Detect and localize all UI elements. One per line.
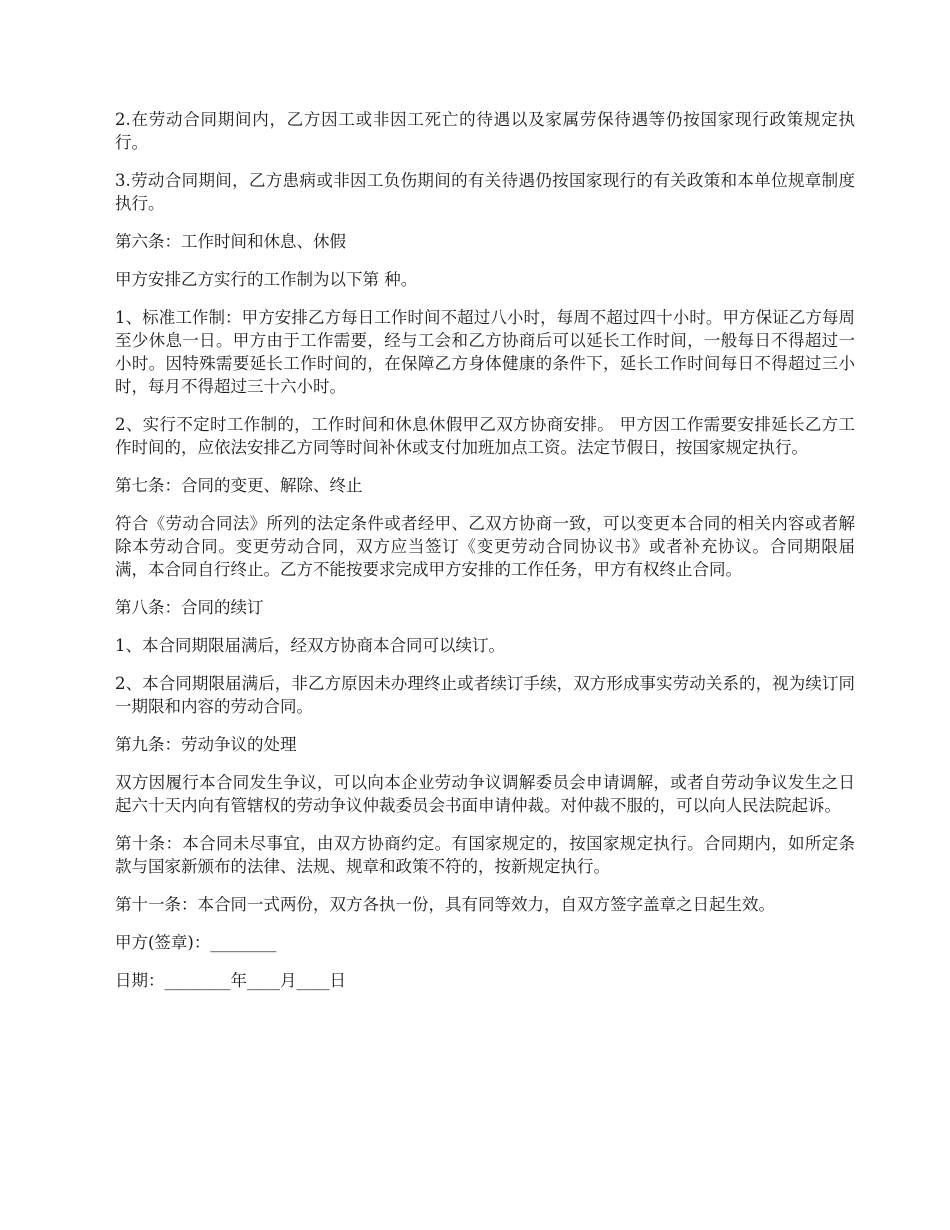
document-page [115, 108, 855, 1007]
paragraph-renewal-2: 2、本合同期限届满后，非乙方原因未办理终止或者续订手续，双方形成事实劳动关系的，视为续订同一期限和内容的劳动合同。 [115, 674, 855, 716]
paragraph-contract-change: 符合《劳动合同法》所列的法定条件或者经甲、乙双方协商一致，可以变更本合同的相关内容或者解除本劳动合同。变更劳动合同，双方应当签订《变更劳动合同协议书》或者补充协议。合同期限届满，本合同自行终止。乙方不能按要求完成甲方安排的工作任务，甲方有权终止合同。 [115, 514, 855, 579]
paragraph-article-11: 第十一条：本合同一式两份，双方各执一份，具有同等效力，自双方签字盖章之日起生效。 [115, 895, 775, 914]
paragraph-work-system: 甲方安排乙方实行的工作制为以下第 种。 [115, 270, 418, 289]
paragraph-dispute-handling: 双方因履行本合同发生争议，可以向本企业劳动争议调解委员会申请调解，或者自劳动争议发生之日起六十天内向有管辖权的劳动争议仲裁委员会书面申请仲裁。对仲裁不服的，可以向人民法院起诉。 [115, 773, 855, 815]
date-line: 日期：________年____月____日 [115, 971, 346, 990]
paragraph-sick-leave-benefits: 3.劳动合同期间，乙方患病或非因工负伤期间的有关待遇仍按国家现行的有关政策和本单位规章制度执行。 [115, 171, 855, 213]
paragraph-flexible-work-system: 2、实行不定时工作制的，工作时间和休息休假甲乙双方协商安排。 甲方因工作需要安排延长乙方工作时间的，应依法安排乙方同等时间补休或支付加班加点工资。法定节假日，按国家规定执行。 [115, 415, 855, 457]
paragraph-standard-work-system: 1、标准工作制：甲方安排乙方每日工作时间不超过八小时，每周不超过四十小时。甲方保证乙方每周至少休息一日。甲方由于工作需要，经与工会和乙方协商后可以延长工作时间，一般每日不得超过一小时。因特殊需要延长工作时间的，在保障乙方身体健康的条件下，延长工作时间每日不得超过三小时，每月不得超过三十六小时。 [115, 308, 855, 396]
heading-article-8: 第八条：合同的续订 [115, 598, 264, 617]
heading-article-6: 第六条：工作时间和休息、休假 [115, 232, 346, 251]
paragraph-article-10: 第十条：本合同未尽事宜，由双方协商约定。有国家规定的，按国家规定执行。合同期内，如所定条款与国家新颁布的法律、法规、规章和政策不符的，按新规定执行。 [115, 834, 855, 876]
signature-line-party-a: 甲方(签章)：________ [115, 933, 277, 952]
heading-article-7: 第七条：合同的变更、解除、终止 [115, 476, 363, 495]
paragraph-renewal-1: 1、本合同期限届满后，经双方协商本合同可以续订。 [115, 636, 505, 655]
heading-article-9: 第九条：劳动争议的处理 [115, 735, 297, 754]
paragraph-death-benefits: 2.在劳动合同期间内，乙方因工或非因工死亡的待遇以及家属劳保待遇等仍按国家现行政策规定执行。 [115, 110, 855, 152]
